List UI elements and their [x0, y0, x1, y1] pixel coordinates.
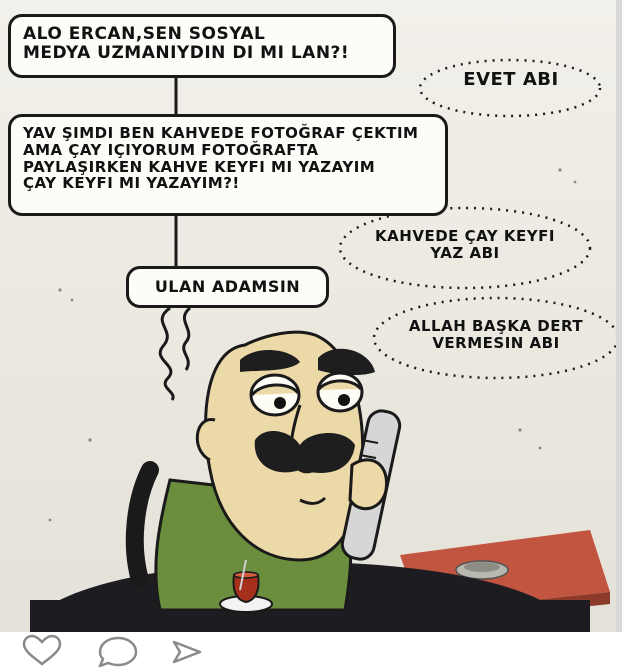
red-table [400, 530, 610, 612]
mustache [255, 431, 355, 473]
reply-line: ALLAH BAŞKA DERT [408, 317, 584, 335]
character-shirt [156, 480, 351, 610]
nose [291, 405, 320, 472]
reply-text-kahvede [350, 228, 580, 263]
speech-tail [160, 308, 173, 400]
reply-line: YAZ ABI [430, 244, 500, 263]
share-icon[interactable] [174, 642, 200, 662]
hand [350, 460, 387, 509]
bubble-line: AMA ÇAY IÇIYORUM FOTOĞRAFTA [23, 140, 319, 159]
character-head [206, 332, 363, 560]
reply-text-evet [436, 70, 586, 91]
speech-bubble-tea-photo [8, 114, 448, 216]
bubble-line: MEDYA UZMANIYDIN DI MI LAN?! [23, 43, 350, 64]
bubble-line: ULAN ADAMSIN [154, 277, 301, 296]
tea-saucer [220, 596, 272, 612]
reply-line: VERMESIN ABI [432, 334, 560, 353]
reply-text-allah [382, 318, 610, 353]
speech-bubble-question [8, 14, 396, 78]
reply-line: EVET ABI [463, 69, 559, 90]
bubble-line: YAV ŞIMDI BEN KAHVEDE FOTOĞRAF ÇEKTIM [23, 124, 419, 142]
phone-icon [340, 408, 402, 561]
dark-table [30, 562, 570, 632]
bubble-line: ÇAY KEYFI MI YAZAYIM?! [23, 174, 240, 193]
bubble-line: ALO ERCAN,SEN SOSYAL [23, 24, 266, 44]
bubble-line: PAYLAŞIRKEN KAHVE KEYFI MI YAZAYIM [23, 157, 376, 176]
right-eyebrow [318, 349, 375, 375]
post-action-bar [0, 632, 622, 667]
heart-icon[interactable] [24, 636, 60, 664]
tea-glass [234, 575, 259, 602]
ashtray [456, 561, 508, 579]
reply-line: KAHVEDE ÇAY KEYFI [375, 227, 555, 245]
comment-icon[interactable] [100, 638, 136, 666]
speech-bubble-ulan [126, 266, 329, 308]
right-eye [318, 373, 362, 411]
left-eyebrow [240, 350, 300, 372]
left-eye [251, 375, 299, 415]
